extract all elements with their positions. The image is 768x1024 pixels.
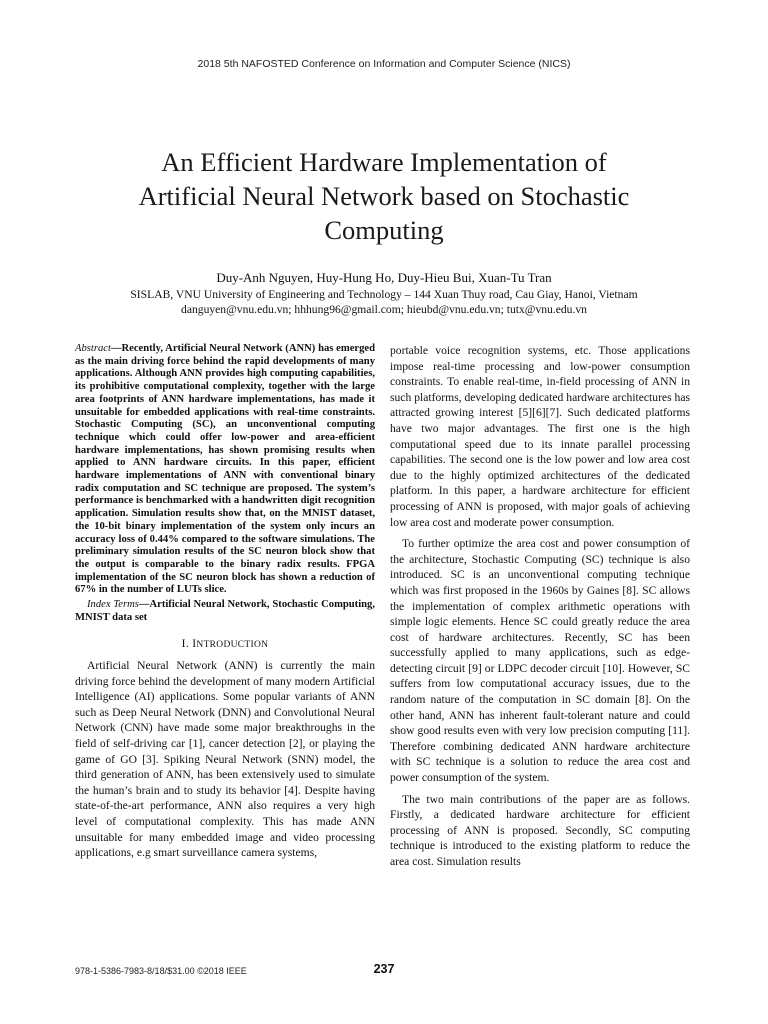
affiliation: SISLAB, VNU University of Engineering and Technology – 144 Xuan Thuy road, Cau Giay, Hanoi, Vietnam — [130, 288, 638, 301]
title-line: An Efficient Hardware Implementation of — [161, 147, 607, 177]
index-terms-label: Index Terms — [87, 599, 139, 611]
body-paragraph: The two main contributions of the paper are as follows. Firstly, a dedicated hardware architecture for efficient processing of ANN is proposed. Secondly, SC computing technique is introduced to the existing platform to reduce the area cost. Simulation results — [390, 792, 690, 868]
section-numeral: I. — [181, 637, 190, 651]
abstract — [75, 343, 375, 597]
body-paragraph: portable voice recognition systems, etc. Those applications impose real-time processing and low-power consumption constraints. To enable real-time, in-field processing of ANN in such platforms, developing dedicated hardware architectures has attracted growing interest [5][6][7]. Such dedicated platforms have two major advantages. The first one is the high computational speed due to its innate parallel processing capabilities. The second one is the low power and low area cost due to the highly optimized architectures of the dedicated platform. In this paper, a hardware architecture for efficient processing of ANN is proposed, with major goals of achieving low area cost and moderate power consumption. — [390, 344, 690, 529]
abstract-label: Abstract — [75, 343, 111, 354]
authors: Duy-Anh Nguyen, Huy-Hung Ho, Duy-Hieu Bui, Xuan-Tu Tran — [216, 270, 552, 285]
right-column — [390, 343, 690, 876]
left-column — [75, 343, 375, 867]
section-first-letter: I — [192, 637, 197, 651]
section-title-rest: NTRODUCTION — [196, 640, 269, 651]
body-paragraph: Artificial Neural Network (ANN) is currently the main driving force behind the development of many modern Artificial Intelligence (AI) applications. Some popular variants of ANN such as Deep Neural Network (DNN) and Convolutional Neural Network (CNN) have made some major breakthroughs in the field of self-driving car [1], cancer detection [2], or playing the game of GO [3]. Spiking Neural Network (SNN) model, the third generation of ANN, has been extensively used to simulate the human’s brain and to study its behavior [4]. Despite having state-of-the-art performance, ANN also requires a very high level of computational complexity. This has made ANN unsuitable for many embedded image and video processing applications, e.g smart surveillance camera systems, — [75, 659, 375, 860]
isbn-footer: 978-1-5386-7983-8/18/$31.00 ©2018 IEEE — [75, 966, 247, 976]
author-emails: danguyen@vnu.edu.vn; hhhung96@gmail.com; hieubd@vnu.edu.vn; tutx@vnu.edu.vn — [181, 303, 587, 316]
abstract-text: —Recently, Artificial Neural Network (ANN) has emerged as the main driving force behind the rapid developments of many applications. Although ANN provides high computing capabilities, its prohibitive computational complexity, together with the large area footprints of ANN hardware implementations, has made it unsuitable for embedded applications with real-time constraints. Stochastic Computing (SC), an unconventional computing technique which could offer low-power and area-efficient hardware implementations, has shown promising results when applied to ANN hardware circuits. In this paper, efficient hardware implementations of ANN with conventional binary radix computation and SC technique are proposed. The system’s performance is benchmarked with a handwritten digit recognition application. Simulation results show that, on the MNIST dataset, the 10-bit binary implementation of the system only incurs an accuracy loss of 0.44% compared to the software simulations. The preliminary simulation results of the SC neuron block show that the output is comparable to the binary radix results. FPGA implementation of the SC neuron block has shown a reduction of 67% in the number of LUTs slice. — [75, 343, 375, 596]
index-terms-text: —Artificial Neural Network, Stochastic Computing, MNIST data set — [75, 599, 375, 623]
page-number: 237 — [373, 962, 395, 976]
section-heading-introduction — [75, 636, 375, 654]
paper-title — [60, 145, 708, 247]
body-paragraph: To further optimize the area cost and power consumption of the architecture, Stochastic Computing (SC) technique is also introduced. SC is an unconventional computing technique which was first proposed in the 1960s by Gaines [8]. SC allows the implementation of complex arithmetic operations with simple logic elements. Hence SC could greatly reduce the area cost of hardware architectures. Recently, SC has been successfully applied to many applications, such as edge-detecting circuit [9] or LDPC decoder circuit [10]. However, SC suffers from low computational accuracy issues, due to the random nature of the computation in SC domain [8]. On the other hand, ANN has inherent fault-tolerant nature and could show good results even with very low precision computing [11]. Therefore combining dedicated ANN hardware architecture with SC technique is a solution to reduce the area cost and power consumption of the system. — [390, 537, 690, 785]
title-line: Artificial Neural Network based on Stochastic — [138, 181, 630, 211]
conference-header: 2018 5th NAFOSTED Conference on Information and Computer Science (NICS) — [197, 58, 571, 70]
title-line: Computing — [324, 215, 444, 245]
index-terms — [75, 599, 375, 624]
